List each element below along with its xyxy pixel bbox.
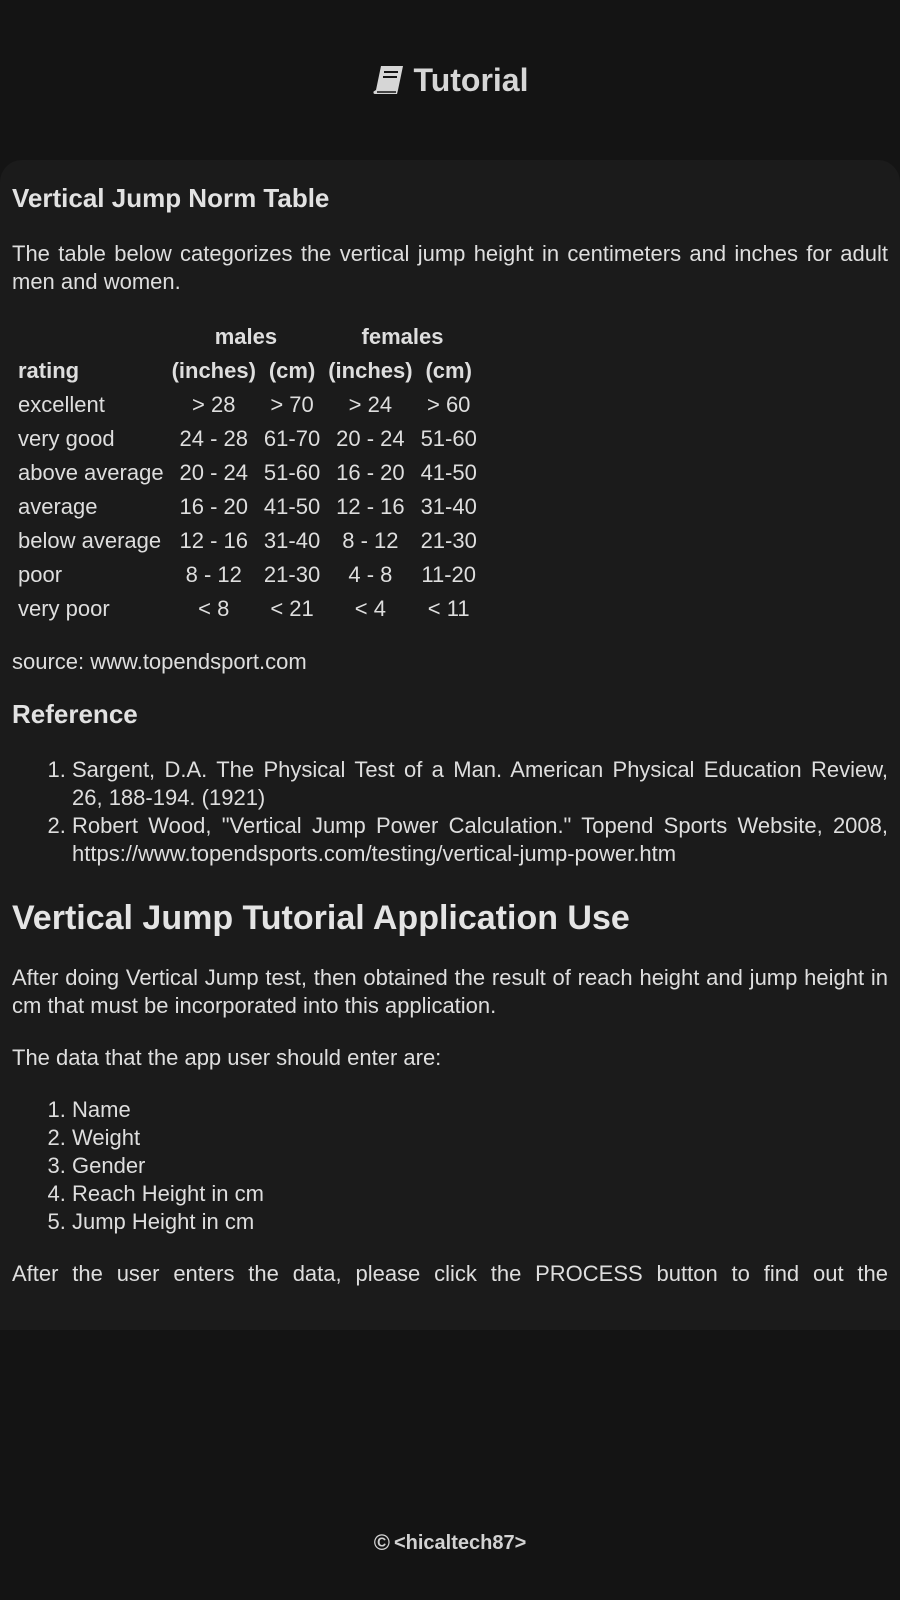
males-inches-cell: 16 - 20	[179, 494, 248, 519]
males-inches-header: (inches)	[171, 358, 256, 383]
usage-process-text: After the user enters the data, please click the PROCESS button to find out the	[12, 1261, 888, 1286]
females-cm-cell: < 11	[427, 596, 470, 621]
females-cm-cell: 11-20	[421, 562, 477, 587]
list-item: 5. Jump Height in cm	[72, 1208, 888, 1236]
table-row	[14, 388, 481, 422]
table-row	[14, 592, 481, 626]
list-item: 3. Gender	[72, 1152, 888, 1180]
males-inches-cell: 12 - 16	[179, 528, 248, 553]
app-header	[0, 0, 900, 160]
app-footer	[0, 1330, 900, 1600]
list-item: 1. Name	[72, 1096, 888, 1124]
rating-cell: average	[18, 494, 98, 519]
rating-cell: very good	[18, 426, 115, 451]
rating-cell: above average	[18, 460, 164, 485]
norm-table	[14, 320, 481, 626]
table-row	[14, 524, 481, 558]
males-inches-cell: 20 - 24	[179, 460, 248, 485]
footer-author: <hicaltech87>	[393, 1531, 527, 1554]
list-item: 1. Sargent, D.A. The Physical Test of a Man. American Physical Education Review, 26, 188-194. (1921)	[72, 756, 888, 812]
usage-after-test: After doing Vertical Jump test, then obtained the result of reach height and jump height in cm that must be incorporated into this application.	[12, 965, 888, 1018]
rating-column-header: rating	[18, 358, 80, 383]
tutorial-card[interactable]	[0, 160, 900, 1330]
header-title-group	[372, 62, 529, 99]
females-inches-cell: 12 - 16	[336, 494, 405, 519]
page-title: Tutorial	[413, 61, 529, 98]
empty-header-cell	[14, 320, 168, 354]
males-cm-cell: 51-60	[263, 460, 321, 485]
males-cm-cell: 31-40	[263, 528, 321, 553]
list-item: 2. Weight	[72, 1124, 888, 1152]
males-cm-header: (cm)	[268, 358, 316, 383]
males-inches-cell: 24 - 28	[179, 426, 248, 451]
males-cm-cell: > 70	[270, 392, 314, 417]
females-inches-header: (inches)	[328, 358, 413, 383]
norm-table-group-row	[14, 320, 481, 354]
rating-cell: excellent	[18, 392, 105, 417]
females-header: females	[361, 324, 444, 349]
norm-table-header-row	[14, 354, 481, 388]
females-inches-cell: 4 - 8	[348, 562, 393, 587]
males-cm-cell: 21-30	[263, 562, 321, 587]
females-cm-cell: > 60	[426, 392, 471, 417]
females-inches-cell: 20 - 24	[336, 426, 405, 451]
males-header: males	[214, 324, 278, 349]
rating-cell: below average	[18, 528, 162, 553]
males-cm-cell: 61-70	[263, 426, 321, 451]
required-inputs-list	[12, 1096, 888, 1236]
males-inches-cell: 8 - 12	[185, 562, 242, 587]
table-row	[14, 490, 481, 524]
table-row	[14, 558, 481, 592]
norm-table-intro: The table below categorizes the vertical jump height in centimeters and inches for adult men and women.	[12, 241, 888, 294]
females-cm-cell: 41-50	[420, 460, 477, 485]
book-icon	[372, 64, 406, 96]
footer-copyright	[374, 1486, 527, 1600]
males-inches-cell: < 8	[198, 596, 230, 621]
table-row	[14, 456, 481, 490]
copyright-icon: ©	[373, 1530, 390, 1555]
tutorial-content	[0, 182, 900, 1288]
females-inches-cell: > 24	[348, 392, 393, 417]
rating-cell: very poor	[18, 596, 110, 621]
females-cm-cell: 31-40	[420, 494, 477, 519]
reference-list	[12, 756, 888, 868]
reference-heading: Reference	[12, 699, 138, 729]
list-item: 2. Robert Wood, "Vertical Jump Power Calculation." Topend Sports Website, 2008, https://www.topendsports.com/testing/vertical-jump-power.htm	[72, 812, 888, 868]
females-cm-header: (cm)	[425, 358, 472, 383]
norm-table-heading: Vertical Jump Norm Table	[12, 183, 330, 213]
females-inches-cell: 16 - 20	[336, 460, 405, 485]
usage-heading: Vertical Jump Tutorial Application Use	[12, 899, 630, 937]
rating-cell: poor	[18, 562, 63, 587]
table-row	[14, 422, 481, 456]
table-source: source: www.topendsport.com	[12, 649, 307, 674]
list-item: 4. Reach Height in cm	[72, 1180, 888, 1208]
usage-data-intro: The data that the app user should enter are:	[12, 1045, 442, 1070]
females-cm-cell: 21-30	[420, 528, 477, 553]
females-inches-cell: 8 - 12	[342, 528, 399, 553]
females-cm-cell: 51-60	[420, 426, 477, 451]
males-inches-cell: > 28	[192, 392, 236, 417]
males-cm-cell: 41-50	[263, 494, 321, 519]
males-cm-cell: < 21	[270, 596, 314, 621]
females-inches-cell: < 4	[354, 596, 386, 621]
